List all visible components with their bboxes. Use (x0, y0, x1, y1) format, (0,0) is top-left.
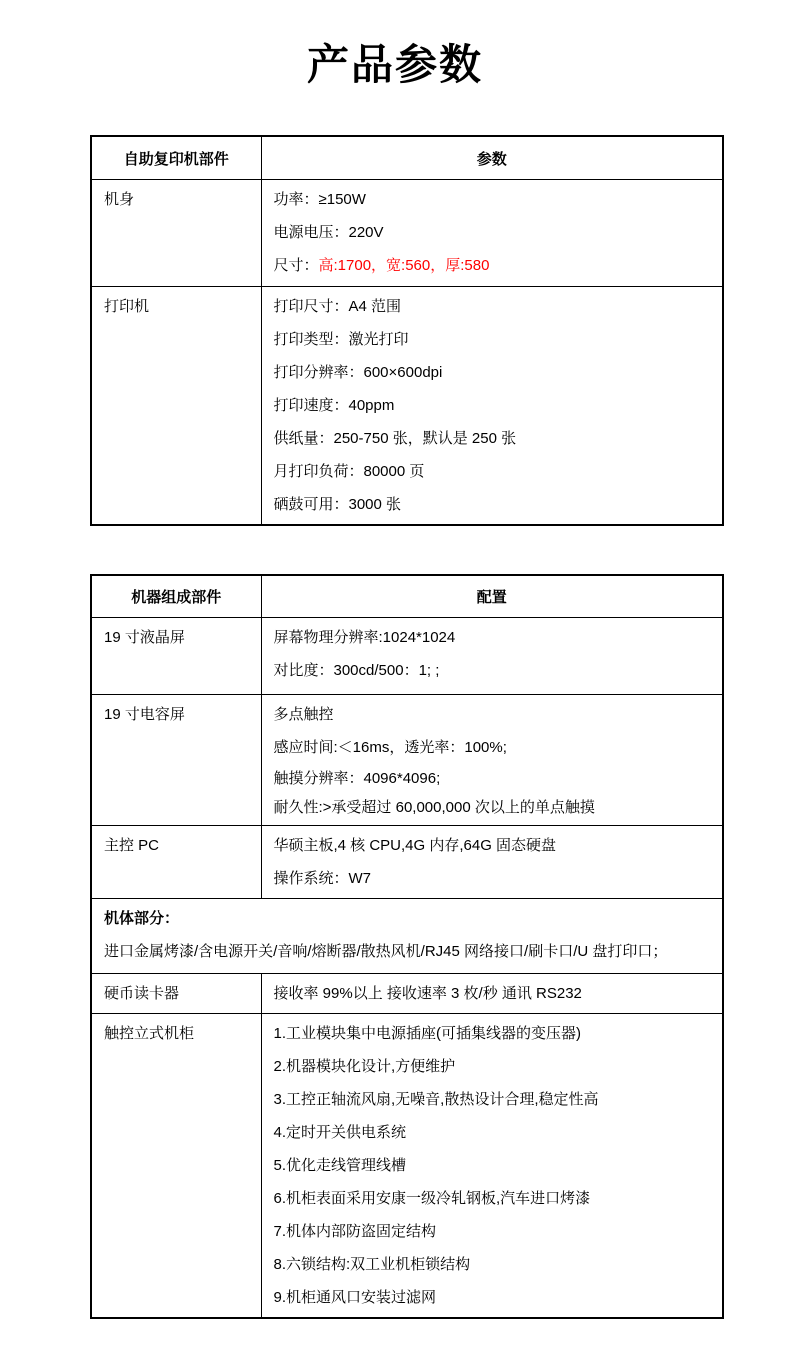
spec-line: 功率：≥150W (273, 190, 366, 208)
spec-line: 9.机柜通风口安装过滤网 (273, 1289, 437, 1307)
table-row-coin-reader (91, 974, 723, 1014)
spec-line: 耐久性:>承受超过 60,000,000 次以上的单点触摸 (273, 799, 595, 817)
table-row-body-section (91, 899, 723, 974)
spec-line: 华硕主板,4 核 CPU,4G 内存,64G 固态硬盘 (273, 837, 557, 855)
page-title: 产品参数 (306, 41, 483, 88)
spec-line: 触摸分辨率：4096*4096; (273, 770, 441, 788)
header-cell-component: 机器组成部件 (91, 575, 261, 618)
body-section-title: 机体部分： (104, 910, 180, 928)
header-cell-component: 自助复印机部件 (91, 136, 261, 179)
spec-line: 接收率 99%以上 接收速率 3 枚/秒 通讯 RS232 (273, 985, 582, 1003)
body-section-line: 进口金属烤漆/含电源开关/音响/熔断器/散热风机/RJ45 网络接口/刷卡口/U 盘打印口； (104, 943, 668, 961)
component-cell (91, 618, 261, 695)
dimensions-line (274, 249, 711, 282)
component-cell (91, 695, 261, 826)
spec-line: 2.机器模块化设计,方便维护 (273, 1058, 456, 1076)
spec-line: 对比度：300cd/500：1; ; (273, 662, 440, 680)
table-row-cabinet (91, 1014, 723, 1319)
spec-line: 感应时间:＜16ms，透光率：100%; (273, 739, 507, 757)
spec-line: 3.工控正轴流风扇,无噪音,散热设计合理,稳定性高 (273, 1091, 599, 1109)
spec-line: 7.机体内部防盗固定结构 (273, 1223, 437, 1241)
component-cell (91, 286, 261, 525)
table-row-body (91, 179, 723, 286)
config-cell (261, 618, 723, 695)
header-cell-params: 参数 (261, 136, 723, 179)
spec-line: 操作系统：W7 (273, 870, 372, 888)
component-label: 19 寸液晶屏 (104, 629, 185, 647)
component-label: 打印机 (104, 297, 150, 315)
machine-components-table (90, 574, 724, 1320)
component-label: 主控 PC (104, 837, 160, 855)
config-cell (261, 974, 723, 1014)
table-header-row (91, 575, 723, 618)
component-cell (91, 179, 261, 286)
spec-line: 打印速度：40ppm (273, 396, 395, 414)
spec-line: 1.工业模块集中电源插座(可插集线器的变压器) (273, 1025, 582, 1043)
spec-line: 8.六锁结构:双工业机柜锁结构 (273, 1256, 471, 1274)
component-cell (91, 1014, 261, 1319)
table-row-printer (91, 286, 723, 525)
table-row-pc (91, 826, 723, 899)
spec-line: 硒鼓可用：3000 张 (273, 495, 402, 513)
config-cell (261, 1014, 723, 1319)
component-cell (91, 974, 261, 1014)
params-cell (261, 179, 723, 286)
spec-line: 屏幕物理分辨率:1024*1024 (273, 629, 456, 647)
spec-line: 月打印负荷：80000 页 (273, 462, 425, 480)
spec-line: 供纸量：250-750 张，默认是 250 张 (273, 429, 517, 447)
component-label: 19 寸电容屏 (104, 706, 185, 724)
component-cell (91, 826, 261, 899)
table-row-lcd (91, 618, 723, 695)
spec-line: 多点触控 (273, 706, 334, 724)
spec-line: 电源电压：220V (273, 223, 384, 241)
component-label: 机身 (104, 190, 135, 208)
header-cell-config: 配置 (261, 575, 723, 618)
component-label: 触控立式机柜 (104, 1025, 195, 1043)
table-row-touchscreen (91, 695, 723, 826)
dimensions-label: 尺寸： (273, 256, 319, 274)
spec-line: 打印尺寸：A4 范围 (273, 297, 402, 315)
dimensions-value: 高:1700，宽:560，厚:580 (318, 256, 490, 274)
config-cell (261, 826, 723, 899)
params-cell (261, 286, 723, 525)
component-label: 硬币读卡器 (104, 985, 180, 1003)
copier-parts-table (90, 135, 724, 526)
spec-line: 6.机柜表面采用安康一级冷轧钢板,汽车进口烤漆 (273, 1190, 591, 1208)
merged-body-cell (91, 899, 723, 974)
spec-line: 4.定时开关供电系统 (273, 1124, 407, 1142)
spec-line: 打印分辨率：600×600dpi (273, 363, 443, 381)
config-cell (261, 695, 723, 826)
table-header-row (91, 136, 723, 179)
spec-line: 5.优化走线管理线槽 (273, 1157, 407, 1175)
spec-line: 打印类型：激光打印 (273, 330, 409, 348)
